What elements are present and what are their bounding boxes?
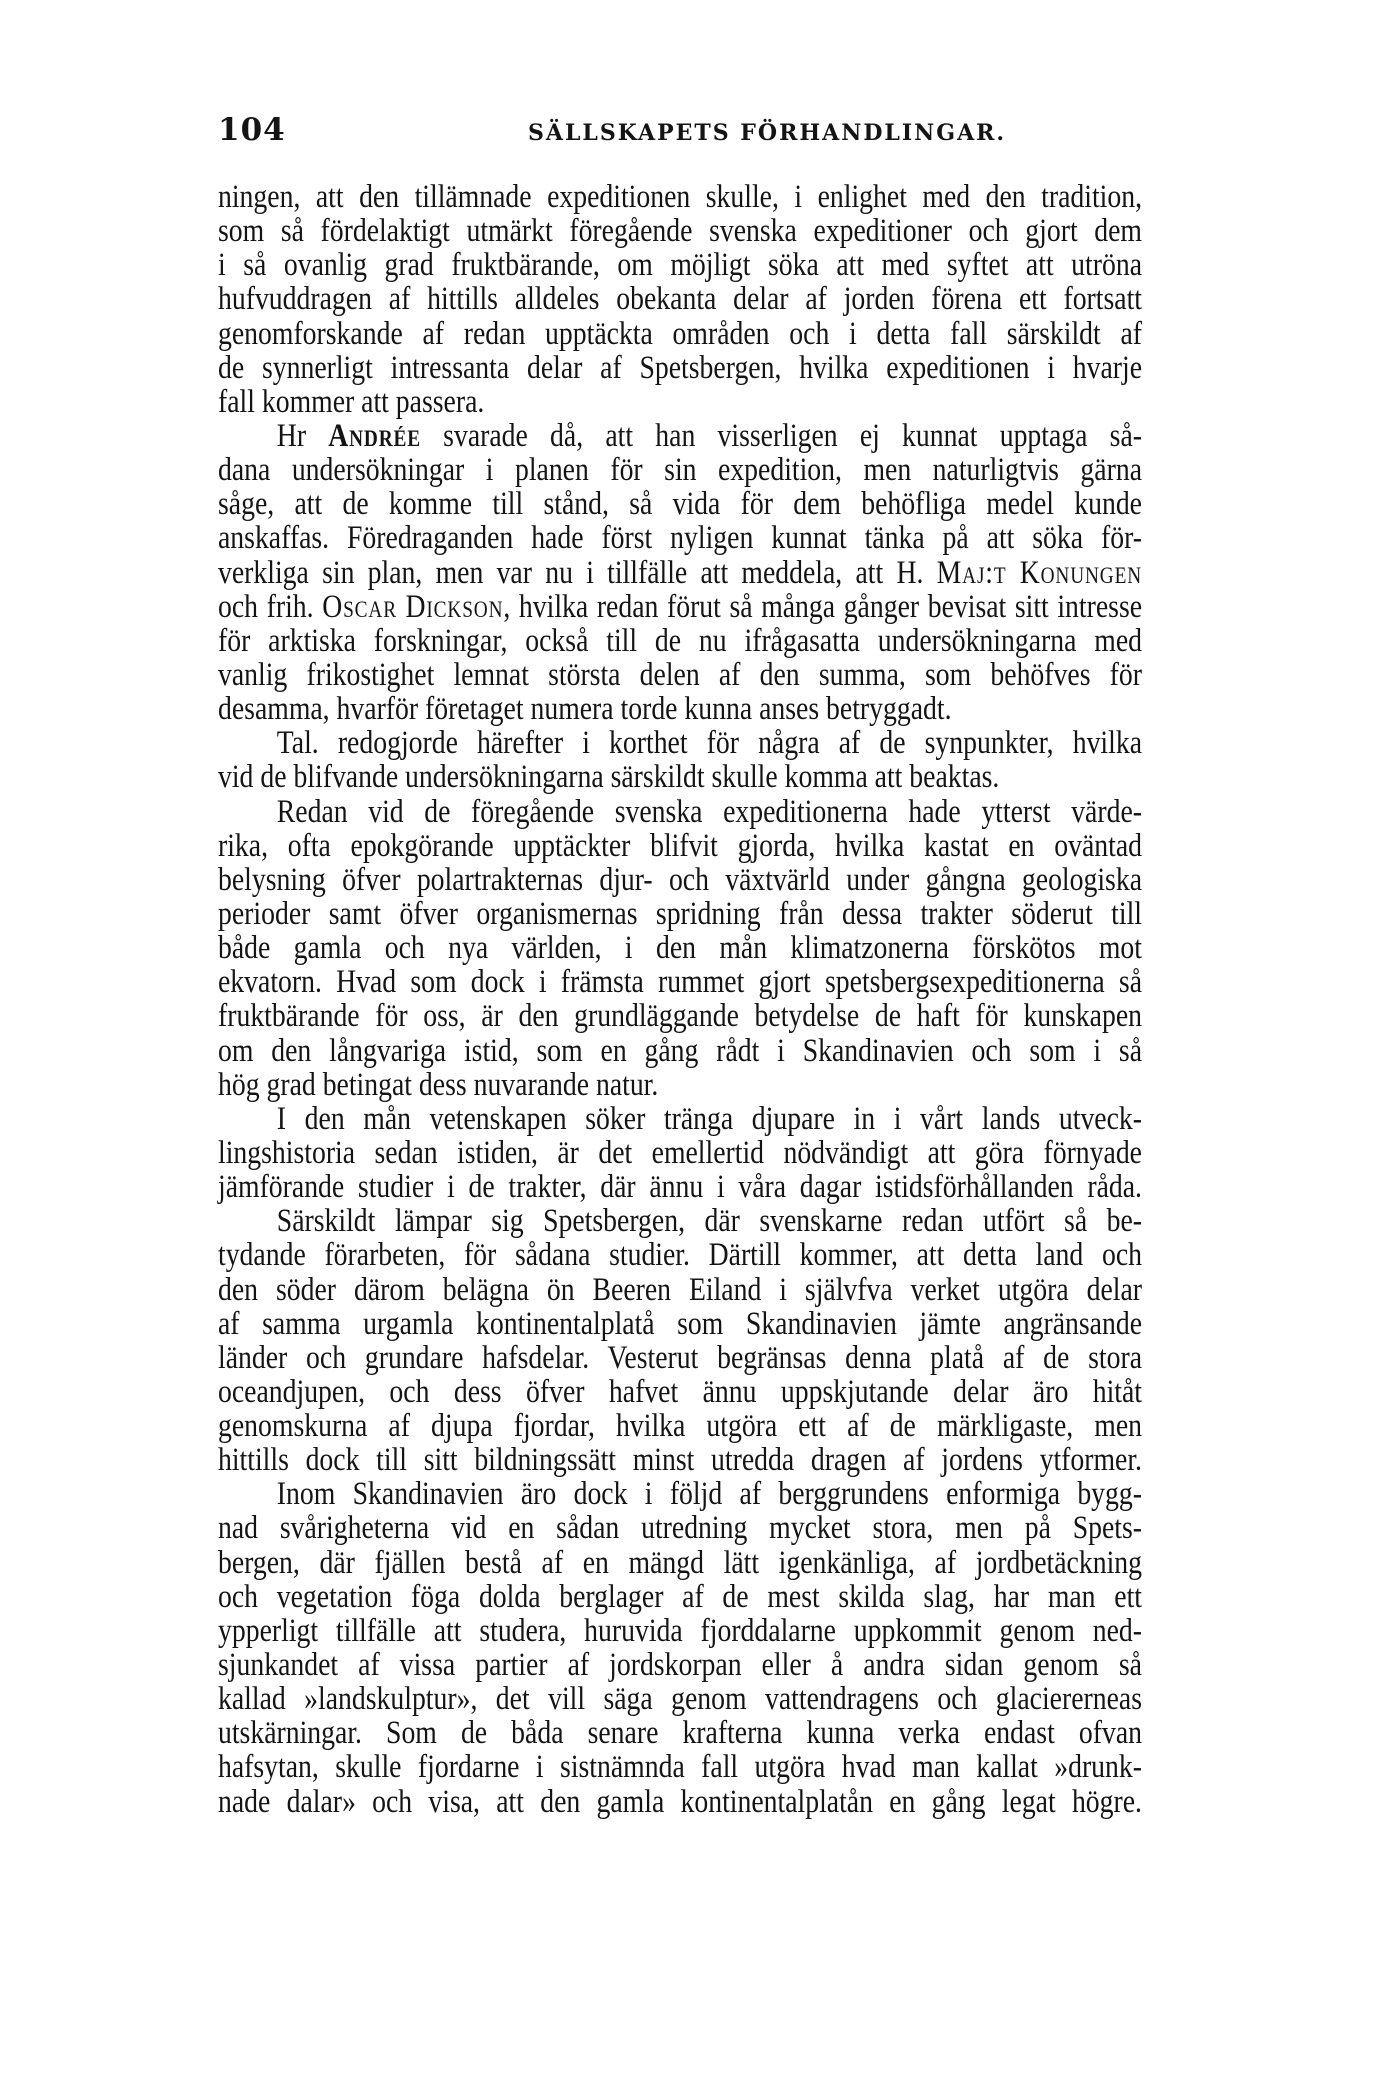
text-line: bergen, där fjällen bestå af en mängd lätt igenkänliga, af jordbetäckning bbox=[218, 1544, 1142, 1581]
text-line: länder och grundare hafsdelar. Vesterut begränsas denna platå af de stora bbox=[218, 1339, 1142, 1376]
text-line: tydande förarbeten, för sådana studier. Därtill kommer, att detta land och bbox=[218, 1237, 1142, 1274]
text-line: såge, att de komme till stånd, så vida för dem behöfliga medel kunde bbox=[218, 486, 1142, 523]
text-line: af samma urgamla kontinentalplatå som Skandinavien jämte angränsande bbox=[218, 1305, 1142, 1342]
text-line: för arktiska forskningar, också till de nu ifrågasatta undersökningarna med bbox=[218, 622, 1142, 659]
page-header bbox=[218, 112, 1068, 152]
text-line: hög grad betingat dess nuvarande natur. bbox=[218, 1066, 659, 1103]
person-name-oscar: Oscar bbox=[322, 588, 397, 625]
text-line: vanlig frikostighet lemnat största delen af den summa, som behöfves för bbox=[218, 656, 1142, 693]
text-line bbox=[218, 556, 1142, 590]
text-line: ningen, att den tillämnade expeditionen skulle, i enlighet med den tradition, bbox=[218, 179, 1142, 215]
text-line: Redan vid de föregående svenska expeditionerna hade ytterst värde- bbox=[276, 793, 1142, 830]
text-line: i så ovanlig grad fruktbärande, om möjligt söka att med syftet att utröna bbox=[218, 247, 1142, 284]
page-number: 104 bbox=[218, 112, 286, 148]
text-line: den söder därom belägna ön Beeren Eiland i självfva verket utgöra delar bbox=[218, 1271, 1142, 1308]
text-line: genomforskande af redan upptäckta områden och i detta fall särskildt af bbox=[218, 315, 1142, 352]
text-line: jämförande studier i de trakter, där ännu i våra dagar istidsförhållanden råda. bbox=[218, 1169, 1142, 1206]
text-line: anskaffas. Föredraganden hade först nyligen kunnat tänka på att söka för- bbox=[218, 520, 1142, 557]
text-line: fruktbärande för oss, är den grundläggande betydelse de haft för kunskapen bbox=[218, 998, 1142, 1035]
text-line: lingshistoria sedan istiden, är det emellertid nödvändigt att göra förnyade bbox=[218, 1134, 1142, 1171]
royal-title-konungen: Konungen bbox=[1019, 554, 1143, 591]
text-line: som så fördelaktigt utmärkt föregående svenska expeditioner och gjort dem bbox=[218, 213, 1142, 250]
text-line: ypperligt tillfälle att studera, huruvida fjorddalarne uppkommit genom ned- bbox=[218, 1612, 1142, 1649]
text-line: om den långvariga istid, som en gång rådt i Skandinavien och som i så bbox=[218, 1032, 1142, 1069]
body-text bbox=[218, 180, 1142, 1819]
text-line: och vegetation föga dolda berglager af de mest skilda slag, har man ett bbox=[218, 1578, 1142, 1615]
text-line: kallad »landskulptur», det vill säga genom vattendragens och glaciererneas bbox=[218, 1681, 1142, 1718]
text-line: rika, ofta epokgörande upptäckter blifvit gjorda, hvilka kastat en oväntad bbox=[218, 827, 1142, 864]
text-line: Hr Andrée svarade då, att han visserligen ej kunnat upptaga så- bbox=[276, 417, 1142, 454]
person-name-andree: Andrée bbox=[328, 417, 421, 454]
text-line: Särskildt lämpar sig Spetsbergen, där svenskarne redan utfört så be- bbox=[276, 1203, 1142, 1240]
line-fragment: hvilka redan förut så många gånger bevisat sitt intresse bbox=[518, 588, 1143, 625]
text-line: nade dalar» och visa, att den gamla kontinentalplatån en gång legat högre. bbox=[218, 1783, 1142, 1820]
text-line: belysning öfver polartrakternas djur- och växtvärld under gångna geologiska bbox=[218, 861, 1142, 898]
text-line: hittills dock till sitt bildningssätt minst utredda dragen af jordens ytformer. bbox=[218, 1442, 1142, 1479]
running-title: SÄLLSKAPETS FÖRHANDLINGAR. bbox=[528, 120, 1007, 146]
text-line: Inom Skandinavien äro dock i följd af berggrundens enformiga bygg- bbox=[276, 1476, 1142, 1513]
line-fragment: svarade då, att han visserligen ej kunnat upptaga så- bbox=[443, 417, 1142, 454]
line-fragment: och frih. bbox=[218, 588, 314, 625]
text-line: I den mån vetenskapen söker tränga djupare in i vårt lands utveck- bbox=[276, 1100, 1142, 1137]
text-line: ekvatorn. Hvad som dock i främsta rummet gjort spetsbergsexpeditionerna så bbox=[218, 964, 1142, 1001]
text-line: nad svårigheterna vid en sådan utredning mycket stora, men på Spets- bbox=[218, 1510, 1142, 1547]
text-line: desamma, hvarför företaget numera torde kunna anses betryggadt. bbox=[218, 691, 952, 728]
person-name-dickson: Dickson bbox=[405, 588, 504, 625]
text-line: de synnerligt intressanta delar af Spetsbergen, hvilka expeditionen i hvarje bbox=[218, 349, 1142, 386]
line-fragment: verkliga sin plan, men var nu i tillfälle att meddela, att H. bbox=[218, 554, 924, 591]
text-line: fall kommer att passera. bbox=[218, 383, 485, 420]
text-line: oceandjupen, och dess öfver hafvet ännu uppskjutande delar äro hitåt bbox=[218, 1373, 1142, 1410]
text-line: både gamla och nya världen, i den mån klimatzonerna förskötos mot bbox=[218, 930, 1142, 967]
royal-title-maj: Maj:t bbox=[936, 554, 1007, 591]
text-line: dana undersökningar i planen för sin expedition, men naturligtvis gärna bbox=[218, 452, 1142, 489]
text-line: hufvuddragen af hittills alldeles obekanta delar af jorden förena ett fortsatt bbox=[218, 281, 1142, 318]
text-line: vid de blifvande undersökningarna särskildt skulle komma att beaktas. bbox=[218, 759, 1000, 796]
text-line: hafsytan, skulle fjordarne i sistnämnda fall utgöra hvad man kallat »drunk- bbox=[218, 1749, 1142, 1786]
text-line: och frih. Oscar Dickson, hvilka redan förut så många gånger bevisat sitt intresse bbox=[218, 588, 1143, 625]
text-line: Tal. redogjorde härefter i korthet för några af de synpunkter, hvilka bbox=[276, 725, 1142, 762]
text-line: perioder samt öfver organismernas spridning från dessa trakter söderut till bbox=[218, 895, 1142, 932]
text-line: sjunkandet af vissa partier af jordskorpan eller å andra sidan genom så bbox=[218, 1647, 1142, 1684]
text-line: utskärningar. Som de båda senare krafterna kunna verka endast ofvan bbox=[218, 1715, 1142, 1752]
text-line: genomskurna af djupa fjordar, hvilka utgöra ett af de märkligaste, men bbox=[218, 1408, 1142, 1445]
